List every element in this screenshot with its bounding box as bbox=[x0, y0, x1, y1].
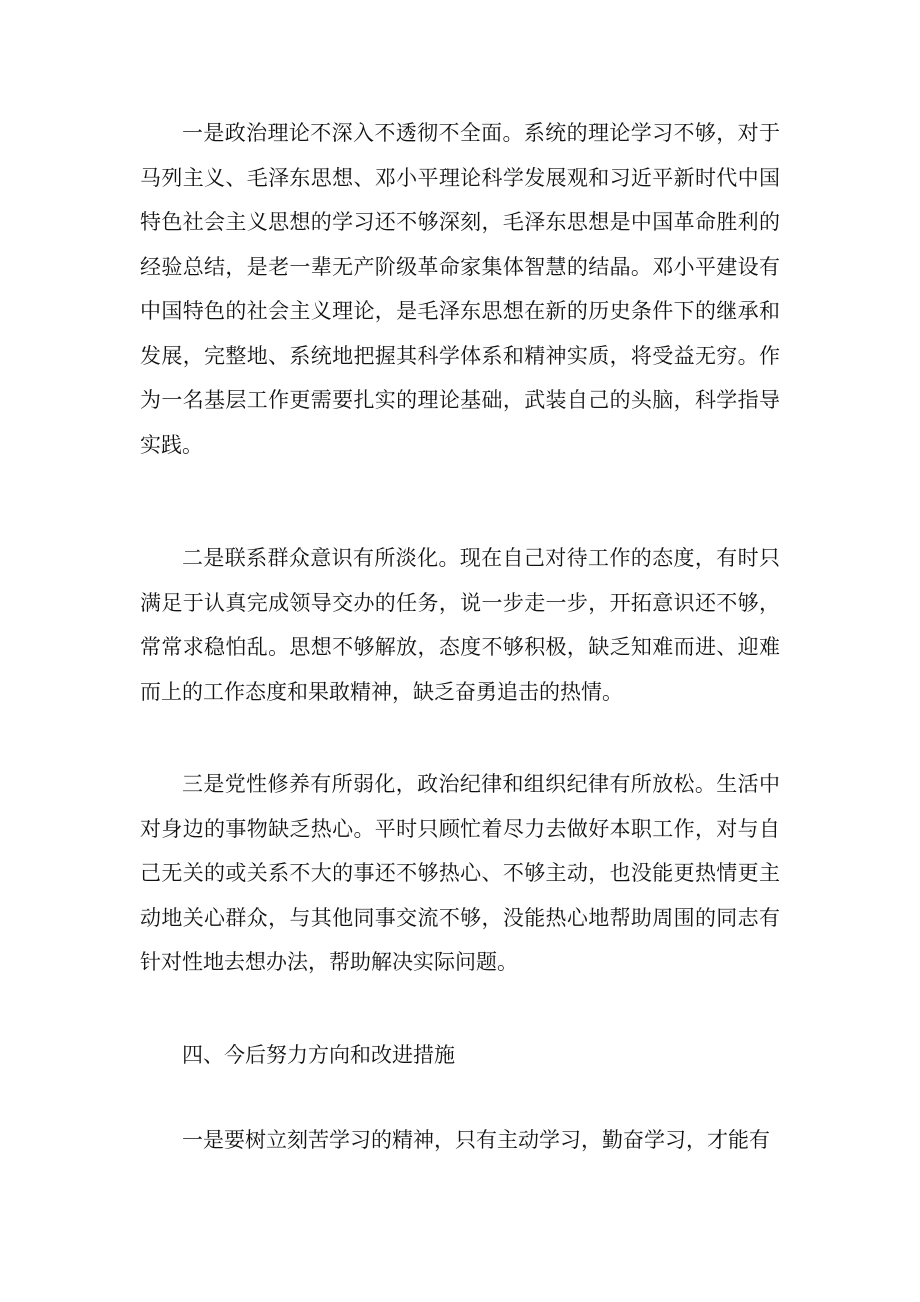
text-line: 对身边的事物缺乏热心。平时只顾忙着尽力去做好本职工作，对与自 bbox=[140, 816, 780, 841]
text-line: 己无关的或关系不大的事还不够热心、不够主动，也没能更热情更主 bbox=[140, 861, 780, 885]
text-line: 针对性地去想办法，帮助解决实际问题。 bbox=[140, 950, 518, 974]
text-line: 为一名基层工作更需要扎实的理论基础，武装自己的头脑，科学指导 bbox=[140, 388, 780, 412]
text-line: 中国特色的社会主义理论，是毛泽东思想在新的历史条件下的继承和 bbox=[140, 299, 780, 323]
text-line: 动地关心群众，与其他同事交流不够，没能热心地帮助周围的同志有 bbox=[140, 905, 780, 930]
text-line: 一是政治理论不深入不透彻不全面。系统的理论学习不够，对于 bbox=[182, 121, 780, 145]
text-line: 满足于认真完成领导交办的任务，说一步走一步，开拓意识还不够， bbox=[140, 590, 780, 615]
text-line: 三是党性修养有所弱化，政治纪律和组织纪律有所放松。生活中 bbox=[182, 772, 780, 796]
text-line: 经验总结，是老一辈无产阶级革命家集体智慧的结晶。邓小平建设有 bbox=[140, 254, 780, 279]
text-line: 四、今后努力方向和改进措施 bbox=[182, 1043, 455, 1067]
text-line: 而上的工作态度和果敢精神，缺乏奋勇追击的热情。 bbox=[140, 679, 623, 704]
paragraph-political-theory bbox=[140, 111, 780, 467]
paragraph-party-spirit bbox=[140, 762, 780, 985]
text-line: 二是联系群众意识有所淡化。现在自己对待工作的态度，有时只 bbox=[182, 546, 780, 570]
text-line: 发展，完整地、系统地把握其科学体系和精神实质，将受益无穷。作 bbox=[140, 343, 780, 368]
paragraph-mass-connection bbox=[140, 536, 780, 714]
text-line: 一是要树立刻苦学习的精神，只有主动学习，勤奋学习，才能有 bbox=[182, 1128, 770, 1152]
text-line: 特色社会主义思想的学习还不够深刻，毛泽东思想是中国革命胜利的 bbox=[140, 210, 780, 234]
paragraph-study-spirit bbox=[140, 1118, 780, 1163]
text-line: 马列主义、毛泽东思想、邓小平理论科学发展观和习近平新时代中国 bbox=[140, 165, 780, 190]
section-heading-improvement-measures bbox=[140, 1033, 780, 1078]
text-line: 实践。 bbox=[140, 432, 203, 457]
text-line: 常常求稳怕乱。思想不够解放，态度不够积极，缺乏知难而进、迎难 bbox=[140, 635, 780, 659]
